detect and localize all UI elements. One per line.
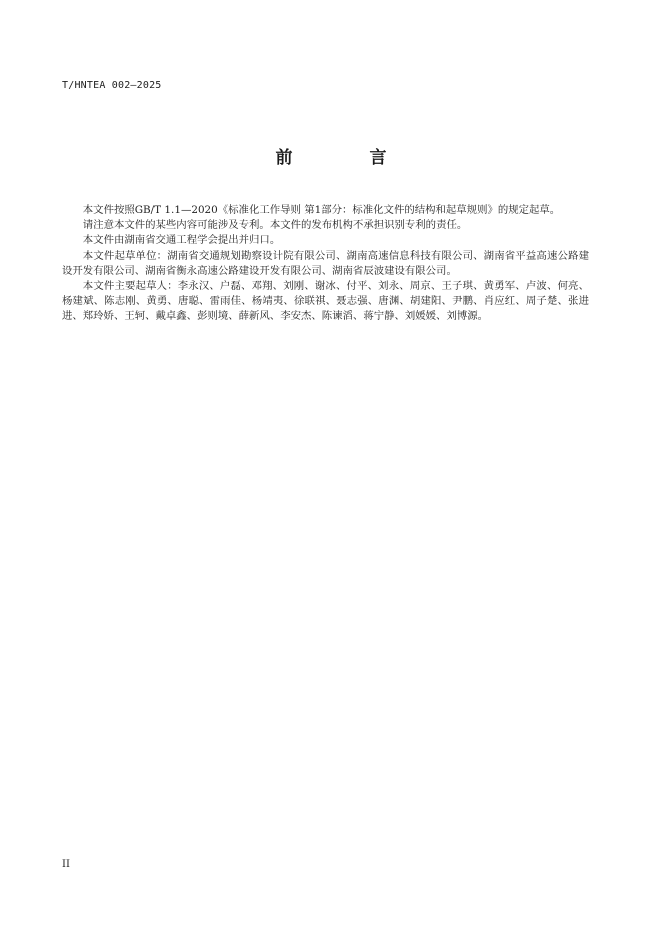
paragraph-drafters: 本文件主要起草人：李永汉、户磊、邓翔、刘刚、谢冰、付平、刘永、周京、王子琪、黄勇军、卢波、何亮、杨建斌、陈志刚、黄勇、唐聪、雷雨佳、杨靖夷、徐联祺、聂志强、唐渊、胡建阳、尹鹏、肖应红、周子楚、张进进、郑玲娇、王轲、戴卓鑫、彭则境、薛新风、李安杰、陈谏滔、蒋宁静、刘媛媛、刘博源。 [62,280,589,323]
paragraph-standard-basis: 本文件按照GB/T 1.1—2020《标准化工作导则 第1部分：标准化文件的结构和起草规则》的规定起草。 [82,204,561,216]
foreword-body [62,203,589,325]
page-number: II [62,859,70,870]
page-title: 前 言 [275,148,417,168]
paragraph-patent-notice: 请注意本文件的某些内容可能涉及专利。本文件的发布机构不承担识别专利的责任。 [82,219,468,232]
paragraph-proposer: 本文件由湖南省交通工程学会提出并归口。 [82,234,281,247]
document-code: T/HNTEA 002—2025 [62,80,162,91]
paragraph-drafting-units: 本文件起草单位：湖南省交通规划勘察设计院有限公司、湖南高速信息科技有限公司、湖南省平益高速公路建设开发有限公司、湖南省衡永高速公路建设开发有限公司、湖南省辰波建设有限公司。 [62,249,589,277]
